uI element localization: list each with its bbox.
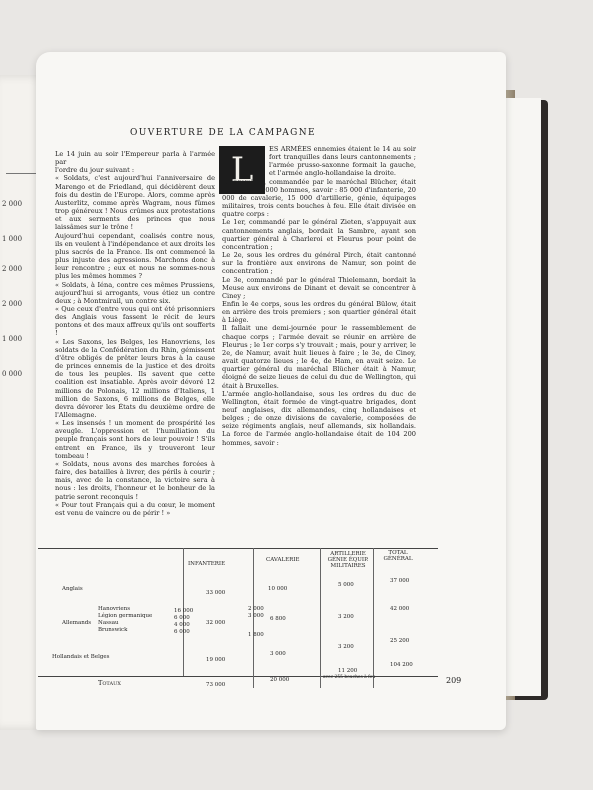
cell: 3 000 <box>248 613 264 619</box>
page-number: 209 <box>446 676 462 685</box>
paragraph: Le 14 juin au soir l'Empereur parla à l'armée par <box>55 150 215 167</box>
cell: 6 000 <box>174 629 190 635</box>
paragraph: « Soldats, nous avons des marches forcées à faire, des batailles à livrer, des périls à courir ; mais, avec de la constance, la victoire sera à nous : les droits, l'honneur et le bonheur de la patrie seront reconquis ! <box>55 459 215 501</box>
row-label: Anglais <box>62 586 83 592</box>
cell: 37 000 <box>390 578 410 584</box>
back-pages <box>505 98 541 696</box>
cell: 20 000 <box>270 677 290 683</box>
cell: 6 800 <box>270 616 286 622</box>
paragraph: « Pour tout Français qui a du cœur, le moment est venu de vaincre ou de périr ! » <box>55 500 215 517</box>
paragraph: Le 1er, commandé par le général Zieten, s'appuyait aux cantonnements anglais, bordait la Sambre, ayant son quartier général à Charleroi et Fleurus pour point de concentration ; <box>222 218 416 251</box>
cell: 3 200 <box>338 644 354 650</box>
cell: 32 000 <box>206 620 226 626</box>
sub-label: Légion germanique <box>98 613 153 619</box>
right-column-text <box>222 145 416 447</box>
cell: 11 200 <box>338 668 358 674</box>
cell: 6 000 <box>174 615 190 621</box>
cell: 73 000 <box>206 682 226 688</box>
cell: 3 200 <box>338 614 354 620</box>
paragraph: « Les Saxons, les Belges, les Hanovriens, les soldats de la Confédération du Rhin, gémissent d'être obligés de prêter leurs bras à la cause de princes ennemis de la justice et des droits de tous les peuples. Ils savent que cette coalition est insatiable. Après avoir dévoré 12 millions de Polonais, 12 millions d'Italiens, 1 million de Saxons, 6 millions de Belges, elle devra dévorer les États du deuxième ordre de l'Allemagne. <box>55 337 215 419</box>
column-header: CAVALERIE <box>266 557 300 563</box>
paragraph: Le 2e, sous les ordres du général Pirch, était cantonné sur la frontière aux environs de Namur, son point de concentration ; <box>222 251 416 276</box>
paragraph: L'armée anglo-hollandaise, sous les ordres du duc de Wellington, était formée de vingt-quatre brigades, dont neuf anglaises, dix allemandes, cinq hollandaises et belges ; de onze divisions de cavalerie, composées de seize régiments anglais, neuf allemands, six hollandais. La force de l'armée anglo-hollandaise était de 104 200 hommes, savoir : <box>222 389 416 447</box>
column-header: TOTAL GÉNÉRAL <box>383 550 413 562</box>
drop-cap-ornament: L <box>219 146 265 194</box>
left-column-text <box>55 150 215 517</box>
column-header: INFANTERIE <box>188 561 226 567</box>
cell: 2 000 <box>248 606 264 612</box>
paragraph: « Soldats, c'est aujourd'hui l'anniversaire de Marengo et de Friedland, qui décidèrent deux fois du destin de l'Europe. Alors, comme après Austerlitz, comme après Wagram, nous fûmes trop généreux ! Nous crûmes aux protestations et aux serments des princes que nous laissâmes sur le trône ! <box>55 174 215 232</box>
army-strength-table <box>38 548 438 693</box>
paragraph: Il fallait une demi-journée pour le rassemblement de chaque corps ; l'armée devait se réunir en arrière de Fleurus ; le 1er corps s'y trouvait ; mais, pour y arriver, le 2e, de Namur, avait huit lieues à faire ; le 3e, de Ciney, avait quatorze lieues ; le 4e, de Ham, en avait seize. Le quartier général du maréchal Blücher était à Namur, éloigné de seize lieues de celui du duc de Wellington, qui était à Bruxelles. <box>222 324 416 390</box>
paragraph: Le 3e, commandé par le général Thielemann, bordait la Meuse aux environs de Dinant et devait se concentrer à Ciney ; <box>222 275 416 300</box>
paragraph: Aujourd'hui cependant, coalisés contre nous, ils en veulent à l'indépendance et aux droits les plus sacrés de la France. Ils ont commencé la plus injuste des agressions. Marchons donc à leur rencontre ; eux et nous ne sommes-nous plus les mêmes hommes ? <box>55 231 215 281</box>
paragraph: « Que ceux d'entre vous qui ont été prisonniers des Anglais vous fassent le récit de leurs pontons et des maux affreux qu'ils ont soufferts ! <box>55 304 215 338</box>
cell: 3 000 <box>270 651 286 657</box>
cell: 4 000 <box>174 622 190 628</box>
running-header: OUVERTURE DE LA CAMPAGNE <box>130 128 316 138</box>
cell: 19 000 <box>206 657 226 663</box>
cell: 104 200 <box>390 662 413 668</box>
paragraph: Enfin le 4e corps, sous les ordres du général Bülow, était en arrière des trois premiers ; son quartier général était à Liège. <box>222 299 416 325</box>
cell-note: avec 255 bouches à feu <box>323 675 376 680</box>
paragraph: « Soldats, à Iéna, contre ces mêmes Prussiens, aujourd'hui si arrogants, vous étiez un contre deux ; à Montmirail, un contre six. <box>55 280 215 305</box>
cell: 33 000 <box>206 590 226 596</box>
column-header: ARTILLERIE GÉNIE ÉQUIP. MILITAIRES <box>327 551 369 569</box>
sub-label: Nassau <box>98 620 119 626</box>
row-label: Totaux <box>98 679 121 687</box>
cell: 5 000 <box>338 582 354 588</box>
cell: 1 800 <box>248 632 264 638</box>
cell: 10 000 <box>268 586 288 592</box>
row-label: Hollandais et Belges <box>52 654 110 660</box>
paragraph: ES ARMÉES ennemies étaient le 14 au soir fort tranquilles dans leurs cantonnements ; l'armée prusso-saxonne formait la gauche, et l'armée anglo-hollandaise la droite. <box>269 145 416 178</box>
paragraph: l'ordre du jour suivant : <box>55 166 135 175</box>
sub-label: Brunswick <box>98 627 128 633</box>
cell: 16 000 <box>174 608 194 614</box>
cell: 25 200 <box>390 638 410 644</box>
paragraph: La première, commandée par le maréchal Blücher, était forte de 120 000 hommes, savoir : 85 000 d'infanterie, 20 000 de cavalerie, 15 000 d'artillerie, génie, équipages militaires, trois cents bouches à feu. Elle était divisée en quatre corps : <box>222 177 416 219</box>
facing-page: 2 000 1 000 2 000 2 000 1 000 0 000 <box>0 75 48 730</box>
sub-label: Hanovriens <box>98 606 131 612</box>
paragraph: « Les insensés ! un moment de prospérité les aveugle. L'oppression et l'humiliation du peuple français sont hors de leur pouvoir ! S'ils entrent en France, ils y trouveront leur tombeau ! <box>55 419 215 460</box>
row-label: Allemands <box>62 620 92 626</box>
cell: 42 000 <box>390 606 410 612</box>
